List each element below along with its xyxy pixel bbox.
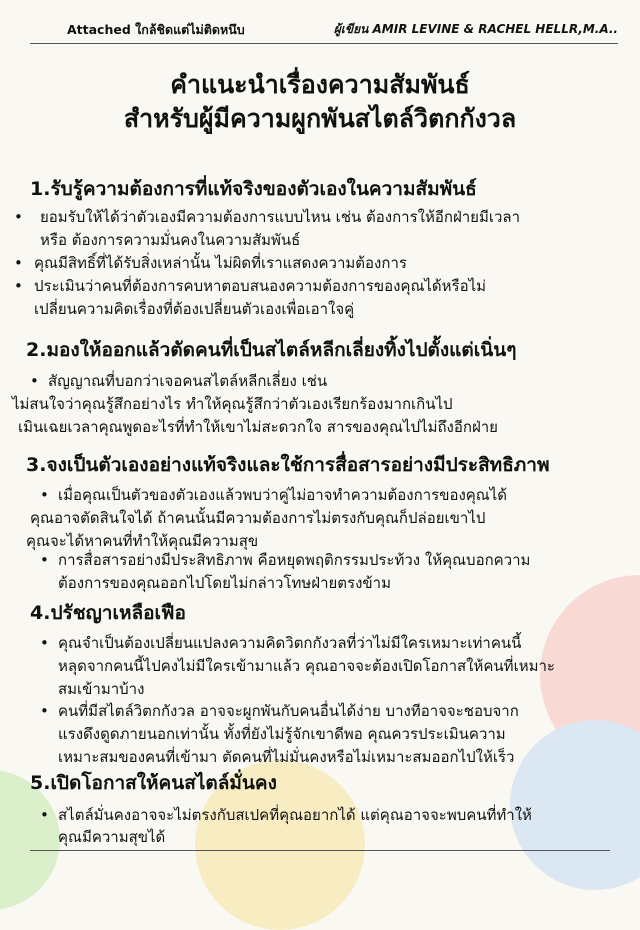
authors: ผู้เขียน AMIR LEVINE & RACHEL HELLR,M.A.. xyxy=(333,22,618,36)
section-4-line: คุณจำเป็นต้องเปลี่ยนแปลงความคิดวิตกกังวลที่ว่าไม่มีใครเหมาะเท่าคนนี้ xyxy=(58,634,522,652)
section-1-heading: 1.รับรู้ความต้องการที่แท้จริงของตัวเองในความสัมพันธ์ xyxy=(30,178,477,200)
section-3-line: คุณอาจตัดสินใจได้ ถ้าคนนั้นมีความต้องการไม่ตรงกับคุณก็ปล่อยเขาไป xyxy=(30,509,486,527)
title-line-1: คำแนะนำเรื่องความสัมพันธ์ xyxy=(170,70,470,99)
bullet-icon: • xyxy=(30,372,39,390)
section-1-line: หรือ ต้องการความมั่นคงในความสัมพันธ์ xyxy=(40,231,301,249)
title-line-2: สำหรับผู้มีความผูกพันสไตล์วิตกกังวล xyxy=(123,104,517,133)
section-4-line: แรงดึงดูดภายนอกเท่านั้น ทั้งที่ยังไม่รู้จักเขาดีพอ คุณควรประเมินความ xyxy=(58,725,506,743)
bullet-icon: • xyxy=(40,634,49,652)
section-2-line: ไม่สนใจว่าคุณรู้สึกอย่างไร ทำให้คุณรู้สึกว่าตัวเองเรียกร้องมากเกินไป xyxy=(12,395,453,413)
bullet-icon: • xyxy=(40,702,49,720)
section-2-line: สัญญาณที่บอกว่าเจอคนสไตล์หลีกเลี่ยง เช่น xyxy=(48,372,328,390)
page-header xyxy=(0,18,640,42)
bullet-icon: • xyxy=(40,806,49,824)
section-4-line: คนที่มีสไตล์วิตกกังวล อาจจะผูกพันกับคนอื่นได้ง่าย บางทีอาจจะชอบจาก xyxy=(58,702,519,720)
section-1-line: ประเมินว่าคนที่ต้องการคบหาตอบสนองความต้องการของคุณได้หรือไม่ xyxy=(34,277,487,295)
section-1-line: คุณมีสิทธิ์ที่ได้รับสิ่งเหล่านั้น ไม่ผิดที่เราแสดงความต้องการ xyxy=(34,254,407,272)
section-4-line: เหมาะสมของคนที่เข้ามา ตัดคนที่ไม่มั่นคงหรือไม่เหมาะสมออกไปให้เร็ว xyxy=(58,748,515,766)
bullet-icon: • xyxy=(14,208,23,226)
bullet-icon: • xyxy=(14,254,23,272)
section-4-line: สมเข้ามาบ้าง xyxy=(58,680,145,698)
section-5-line: คุณมีความสุขได้ xyxy=(58,828,166,846)
bullet-icon: • xyxy=(40,551,49,569)
section-3-line: ต้องการของคุณออกไปโดยไม่กล่าวโทษฝ่ายตรงข้าม xyxy=(58,574,391,592)
section-3-line: การสื่อสารอย่างมีประสิทธิภาพ คือหยุดพฤติกรรมประท้วง ให้คุณบอกความ xyxy=(58,551,531,569)
book-title: Attached ใกล้ชิดแต่ไม่ติดหนึบ xyxy=(67,22,245,37)
section-1-line: ยอมรับให้ได้ว่าตัวเองมีความต้องการแบบไหน เช่น ต้องการให้อีกฝ่ายมีเวลา xyxy=(40,208,521,226)
bullet-icon: • xyxy=(40,486,49,504)
section-5-heading: 5.เปิดโอกาสให้คนสไตล์มั่นคง xyxy=(30,772,277,794)
section-2-line: เมินเฉยเวลาคุณพูดอะไรที่ทำให้เขาไม่สะดวกใจ สารของคุณไปไม่ถึงอีกฝ่าย xyxy=(18,418,498,436)
section-4-line: หลุดจากคนนี้ไปคงไม่มีใครเข้ามาแล้ว คุณอาจจะต้องเปิดโอกาสให้คนที่เหมาะ xyxy=(58,657,555,675)
header-divider xyxy=(30,43,618,44)
section-5-line: สไตล์มั่นคงอาจจะไม่ตรงกับสเปคที่คุณอยากได้ แต่คุณอาจจะพบคนที่ทำให้ xyxy=(58,806,532,824)
section-1-line: เปลี่ยนความคิดเรื่องที่ต้องเปลี่ยนตัวเองเพื่อเอาใจคู่ xyxy=(34,300,355,318)
section-2-heading: 2.มองให้ออกแล้วตัดคนที่เป็นสไตล์หลีกเลี่ยงทิ้งไปตั้งแต่เนิ่นๆ xyxy=(26,339,517,361)
section-3-heading: 3.จงเป็นตัวเองอย่างแท้จริงและใช้การสื่อสารอย่างมีประสิทธิภาพ xyxy=(26,454,550,476)
page-title xyxy=(0,68,640,136)
section-4-heading: 4.ปรัชญาเหลือเฟือ xyxy=(30,602,186,624)
bullet-icon: • xyxy=(14,277,23,295)
footer-divider xyxy=(30,850,610,851)
section-3-line: คุณจะได้หาคนที่ทำให้คุณมีความสุข xyxy=(26,532,259,550)
section-3-line: เมื่อคุณเป็นตัวของตัวเองแล้วพบว่าคู่ไม่อาจทำความต้องการของคุณได้ xyxy=(58,486,508,504)
